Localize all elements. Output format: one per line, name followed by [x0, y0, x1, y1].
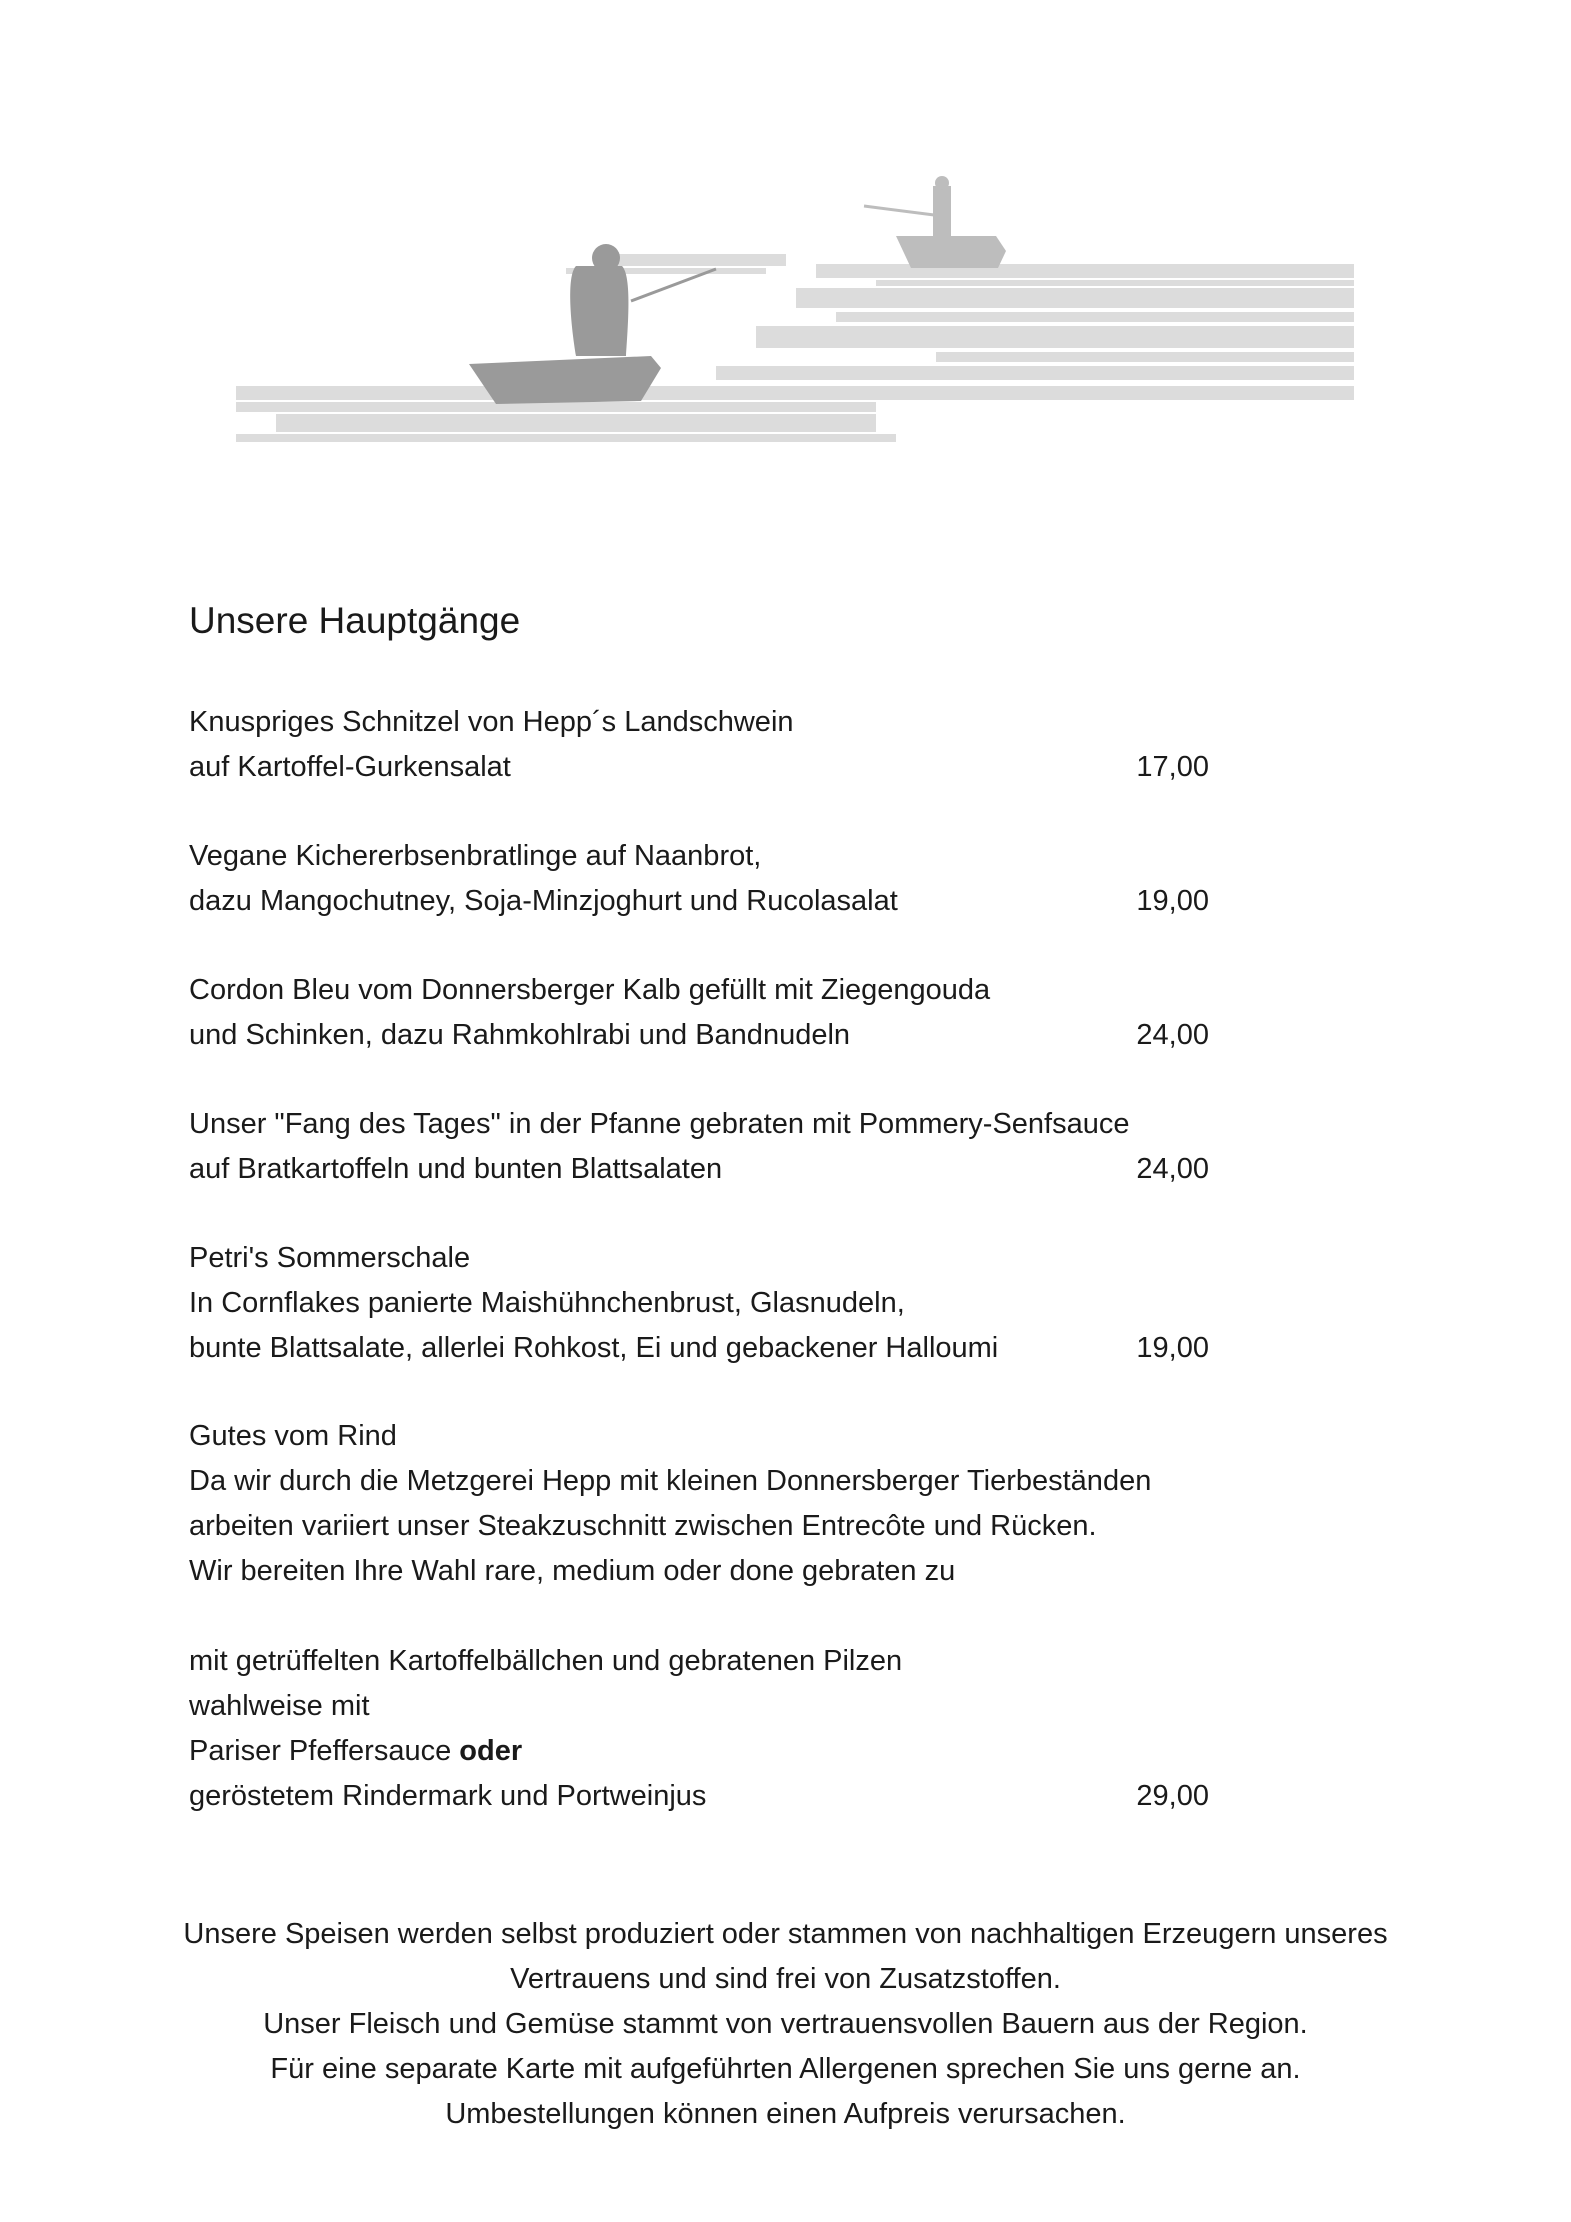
menu-item-vegan-bratlinge — [189, 834, 1209, 924]
menu-item-description: bunte Blattsalate, allerlei Rohkost, Ei und gebackener Halloumi — [189, 1332, 999, 1364]
menu-item-schnitzel — [189, 700, 1209, 790]
menu-item-description: auf Kartoffel-Gurkensalat — [189, 751, 511, 783]
footer-line: Für eine separate Karte mit aufgeführten Allergenen sprechen Sie uns gerne an. — [270, 2053, 1301, 2085]
menu-item-title: Petri's Sommerschale — [189, 1242, 471, 1274]
menu-item-description: auf Bratkartoffeln und bunten Blattsalaten — [189, 1153, 723, 1185]
menu-item-description: geröstetem Rindermark und Portweinjus — [189, 1780, 707, 1812]
menu-item-price: 24,00 — [1136, 1019, 1209, 1051]
page-title: Unsere Hauptgänge — [189, 600, 521, 641]
fishermen-in-boats-illustration — [236, 176, 1354, 444]
footer-notes — [120, 1912, 1451, 2137]
menu-item-description: Da wir durch die Metzgerei Hepp mit kleinen Donnersberger Tierbeständen — [189, 1465, 1152, 1497]
footer-line: Vertrauens und sind frei von Zusatzstoffen. — [510, 1963, 1061, 1995]
footer-line: Unser Fleisch und Gemüse stammt von vertrauensvollen Bauern aus der Region. — [263, 2008, 1308, 2040]
menu-item-sommerschale — [189, 1236, 1209, 1371]
footer-line: Umbestellungen können einen Aufpreis verursachen. — [445, 2098, 1126, 2130]
menu-item-price: 17,00 — [1136, 751, 1209, 783]
menu-item-title: Gutes vom Rind — [189, 1420, 397, 1452]
menu-item-sauce-option: Pariser Pfeffersauce oder — [189, 1735, 523, 1767]
menu-item-description: Wir bereiten Ihre Wahl rare, medium oder done gebraten zu — [189, 1555, 956, 1587]
menu-item-cordon-bleu — [189, 968, 1209, 1058]
menu-item-description: mit getrüffelten Kartoffelbällchen und gebratenen Pilzen — [189, 1645, 903, 1677]
footer-line: Unsere Speisen werden selbst produziert oder stammen von nachhaltigen Erzeugern unseres — [183, 1918, 1388, 1950]
menu-item-description: Unser "Fang des Tages" in der Pfanne gebraten mit Pommery-Senfsauce — [189, 1108, 1130, 1140]
menu-item-price: 19,00 — [1136, 885, 1209, 917]
menu-item-description: Cordon Bleu vom Donnersberger Kalb gefüllt mit Ziegengouda — [189, 974, 991, 1006]
menu-item-price: 19,00 — [1136, 1332, 1209, 1364]
menu-item-price: 24,00 — [1136, 1153, 1209, 1185]
menu-item-price: 29,00 — [1136, 1780, 1209, 1812]
emphasis-oder: oder — [459, 1735, 523, 1767]
menu-item-description: dazu Mangochutney, Soja-Minzjoghurt und Rucolasalat — [189, 885, 898, 917]
menu-item-description: arbeiten variiert unser Steakzuschnitt zwischen Entrecôte und Rücken. — [189, 1510, 1097, 1542]
menu-item-gutes-vom-rind — [189, 1414, 1209, 1819]
menu-item-description: Vegane Kichererbsenbratlinge auf Naanbrot, — [189, 840, 762, 872]
menu-item-fang-des-tages — [189, 1102, 1209, 1192]
menu-item-description: Knuspriges Schnitzel von Hepp´s Landschwein — [189, 706, 794, 738]
menu-item-description: wahlweise mit — [189, 1690, 370, 1722]
menu-item-description: und Schinken, dazu Rahmkohlrabi und Bandnudeln — [189, 1019, 851, 1051]
menu-item-description: In Cornflakes panierte Maishühnchenbrust, Glasnudeln, — [189, 1287, 905, 1319]
